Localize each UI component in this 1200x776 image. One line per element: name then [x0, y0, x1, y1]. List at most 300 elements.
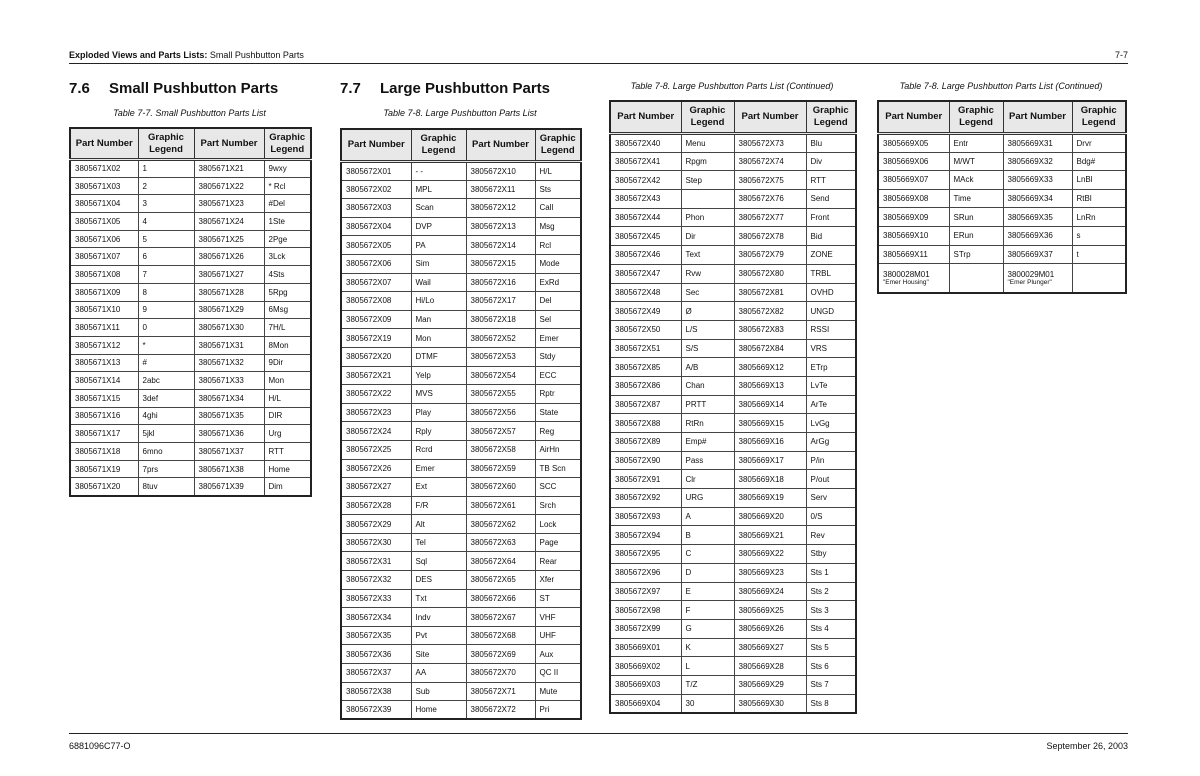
part-number-cell: 3805672X87 — [610, 395, 681, 414]
graphic-legend-cell: Serv — [806, 489, 856, 508]
part-description: "Emer Housing" — [883, 279, 929, 287]
part-number-cell: 3805672X91 — [610, 470, 681, 489]
table-row — [341, 533, 581, 552]
part-number-cell: 3805669X30 — [734, 694, 806, 713]
part-number-cell: 3805672X98 — [610, 601, 681, 620]
graphic-legend-cell: K — [681, 638, 734, 657]
graphic-legend-cell: Text — [681, 246, 734, 265]
table-row — [610, 152, 856, 171]
graphic-legend-cell: Entr — [949, 134, 1003, 153]
table-row — [878, 134, 1126, 153]
graphic-legend-cell: Call — [535, 199, 581, 218]
graphic-legend-cell: - - — [411, 162, 466, 181]
part-number-cell: 3805671X21 — [194, 160, 264, 178]
graphic-legend-cell: Sts 6 — [806, 657, 856, 676]
column-header-part-number: Part Number — [610, 101, 681, 134]
graphic-legend-cell: Dim — [264, 478, 311, 496]
part-number-cell: 3805672X02 — [341, 180, 411, 199]
part-number-cell: 3805672X31 — [341, 552, 411, 571]
table-row — [610, 470, 856, 489]
table-row — [341, 626, 581, 645]
graphic-legend-cell: Msg — [535, 217, 581, 236]
part-number-cell: 3805671X16 — [70, 407, 138, 425]
graphic-legend-cell: 9Dir — [264, 354, 311, 372]
table-row — [341, 162, 581, 181]
part-number-cell: 3805672X95 — [610, 545, 681, 564]
graphic-legend-cell: Del — [535, 292, 581, 311]
graphic-legend-cell: D — [681, 563, 734, 582]
part-number-cell: 3805672X49 — [610, 302, 681, 321]
part-number-cell: 3805672X75 — [734, 171, 806, 190]
graphic-legend-cell: P/in — [806, 451, 856, 470]
part-number-cell: 3805672X81 — [734, 283, 806, 302]
table-row — [341, 645, 581, 664]
graphic-legend-cell: Send — [806, 190, 856, 209]
graphic-legend-cell: Div — [806, 152, 856, 171]
table-row — [610, 451, 856, 470]
part-number-cell: 3805671X15 — [70, 389, 138, 407]
part-number-cell: 3805669X12 — [734, 358, 806, 377]
graphic-legend-cell: Ext — [411, 478, 466, 497]
graphic-legend-cell: Sts 8 — [806, 694, 856, 713]
part-number-cell: 3805671X29 — [194, 301, 264, 319]
part-number-cell: 3805672X09 — [341, 310, 411, 329]
graphic-legend-cell: Pri — [535, 701, 581, 720]
graphic-legend-cell: E — [681, 582, 734, 601]
part-number-cell: 3805672X46 — [610, 246, 681, 265]
table-row — [878, 152, 1126, 171]
part-number-cell: 3805669X19 — [734, 489, 806, 508]
part-number-cell: 3805672X73 — [734, 134, 806, 153]
graphic-legend-cell: ERun — [949, 226, 1003, 245]
graphic-legend-cell: Man — [411, 310, 466, 329]
graphic-legend-cell: DTMF — [411, 347, 466, 366]
graphic-legend-cell: Bid — [806, 227, 856, 246]
graphic-legend-cell: SRun — [949, 208, 1003, 227]
part-number-cell: 3805671X11 — [70, 319, 138, 337]
graphic-legend-cell: Alt — [411, 515, 466, 534]
graphic-legend-cell: Sts 4 — [806, 619, 856, 638]
table-row — [341, 403, 581, 422]
column-header-part-number: Part Number — [341, 129, 411, 162]
graphic-legend-cell: Pvt — [411, 626, 466, 645]
table-row — [341, 496, 581, 515]
graphic-legend-cell: Sql — [411, 552, 466, 571]
graphic-legend-cell: Bdg# — [1072, 152, 1126, 171]
graphic-legend-cell: 3 — [138, 195, 194, 213]
graphic-legend-cell: A — [681, 507, 734, 526]
part-number-cell: 3805672X76 — [734, 190, 806, 209]
part-number-cell: 3805671X39 — [194, 478, 264, 496]
table-row — [341, 199, 581, 218]
table-row — [341, 329, 581, 348]
table-row — [878, 264, 1126, 294]
graphic-legend-cell: S/S — [681, 339, 734, 358]
part-number-cell: 3805672X96 — [610, 563, 681, 582]
part-number-cell: 3805671X17 — [70, 425, 138, 443]
graphic-legend-cell: Yelp — [411, 366, 466, 385]
part-number-cell: 3805669X37 — [1003, 245, 1072, 264]
graphic-legend-cell: OVHD — [806, 283, 856, 302]
graphic-legend-cell: ExRd — [535, 273, 581, 292]
part-number-cell: 3805671X24 — [194, 213, 264, 231]
part-number-cell: 3805669X04 — [610, 694, 681, 713]
graphic-legend-cell: Rptr — [535, 385, 581, 404]
graphic-legend-cell: LvTe — [806, 376, 856, 395]
table-row — [341, 552, 581, 571]
part-number-cell: 3805672X38 — [341, 682, 411, 701]
graphic-legend-cell: ST — [535, 589, 581, 608]
graphic-legend-cell: MPL — [411, 180, 466, 199]
part-number-cell: 3805672X24 — [341, 422, 411, 441]
part-number-cell: 3805672X82 — [734, 302, 806, 321]
table-row — [341, 608, 581, 627]
table-row — [70, 177, 311, 195]
part-number-cell: 3805672X53 — [466, 347, 535, 366]
part-number-cell: 3805672X25 — [341, 440, 411, 459]
page-footer — [69, 741, 1128, 751]
part-number-cell: 3805671X13 — [70, 354, 138, 372]
part-number-cell: 3805672X21 — [341, 366, 411, 385]
graphic-legend-cell: 5Rpg — [264, 283, 311, 301]
part-number-cell: 3805672X90 — [610, 451, 681, 470]
part-number-cell: 3805669X34 — [1003, 189, 1072, 208]
graphic-legend-cell: G — [681, 619, 734, 638]
table-row — [610, 601, 856, 620]
table-row — [610, 283, 856, 302]
graphic-legend-cell: T/Z — [681, 675, 734, 694]
part-number-cell: 3805671X26 — [194, 248, 264, 266]
part-number-cell: 3805669X08 — [878, 189, 949, 208]
part-number-cell: 3805671X07 — [70, 248, 138, 266]
part-number-cell: 3805669X29 — [734, 675, 806, 694]
graphic-legend-cell: Page — [535, 533, 581, 552]
graphic-legend-cell: Mode — [535, 254, 581, 273]
graphic-legend-cell — [1072, 264, 1126, 294]
graphic-legend-cell: B — [681, 526, 734, 545]
column-header-part-number: Part Number — [70, 128, 138, 160]
part-number-cell: 3805672X37 — [341, 664, 411, 683]
graphic-legend-cell: Play — [411, 403, 466, 422]
graphic-legend-cell: 2abc — [138, 372, 194, 390]
graphic-legend-cell: Sts 7 — [806, 675, 856, 694]
footer-rule — [69, 733, 1128, 734]
graphic-legend-cell: 0/S — [806, 507, 856, 526]
section-heading-7-6 — [69, 80, 278, 97]
graphic-legend-cell: QC II — [535, 664, 581, 683]
graphic-legend-cell: Ø — [681, 302, 734, 321]
part-number-cell: 3805669X21 — [734, 526, 806, 545]
table-row — [610, 414, 856, 433]
table-row — [341, 254, 581, 273]
graphic-legend-cell: 6Msg — [264, 301, 311, 319]
part-number-cell: 3805672X94 — [610, 526, 681, 545]
page-number: 7-7 — [1114, 50, 1128, 60]
table-row — [610, 675, 856, 694]
part-number-cell: 3805669X02 — [610, 657, 681, 676]
table-row — [610, 171, 856, 190]
table-row — [70, 283, 311, 301]
part-number-cell: 3805672X79 — [734, 246, 806, 265]
graphic-legend-cell: 6mno — [138, 443, 194, 461]
graphic-legend-cell: F — [681, 601, 734, 620]
part-number-cell: 3805672X54 — [466, 366, 535, 385]
graphic-legend-cell: Home — [411, 701, 466, 720]
graphic-legend-cell: LnBl — [1072, 171, 1126, 190]
table-row — [341, 180, 581, 199]
part-number-cell: 3805672X22 — [341, 385, 411, 404]
graphic-legend-cell: MVS — [411, 385, 466, 404]
graphic-legend-cell: Sts 5 — [806, 638, 856, 657]
part-number-cell: 3805672X12 — [466, 199, 535, 218]
document-number: 6881096C77-O — [69, 741, 131, 751]
part-number-cell: 3805672X51 — [610, 339, 681, 358]
graphic-legend-cell: 8tuv — [138, 478, 194, 496]
part-number-cell: 3805672X69 — [466, 645, 535, 664]
graphic-legend-cell: UNGD — [806, 302, 856, 321]
graphic-legend-cell: 6 — [138, 248, 194, 266]
part-number-cell: 3805672X28 — [341, 496, 411, 515]
graphic-legend-cell: P/out — [806, 470, 856, 489]
graphic-legend-cell: Chan — [681, 376, 734, 395]
graphic-legend-cell: Sel — [535, 310, 581, 329]
part-number-cell: 3805671X02 — [70, 160, 138, 178]
graphic-legend-cell: LvGg — [806, 414, 856, 433]
table-row — [70, 425, 311, 443]
column-header-graphic-legend: Graphic Legend — [806, 101, 856, 134]
part-number-cell: 3805669X35 — [1003, 208, 1072, 227]
graphic-legend-cell: 1 — [138, 160, 194, 178]
part-number-cell: 3805669X18 — [734, 470, 806, 489]
table-row — [70, 407, 311, 425]
part-number-cell: 3805671X19 — [70, 460, 138, 478]
table-row — [70, 213, 311, 231]
graphic-legend-cell: Rvw — [681, 264, 734, 283]
page-header — [69, 50, 1128, 60]
part-number-cell: 3805672X77 — [734, 208, 806, 227]
table-row — [610, 208, 856, 227]
table-row — [610, 657, 856, 676]
section-title: Small Pushbutton Parts — [109, 80, 279, 97]
graphic-legend-cell: 9 — [138, 301, 194, 319]
table-row — [70, 319, 311, 337]
part-number-cell: 3805672X99 — [610, 619, 681, 638]
part-number-cell: 3805669X15 — [734, 414, 806, 433]
part-number-cell: 3805672X39 — [341, 701, 411, 720]
part-number-cell: 3805671X38 — [194, 460, 264, 478]
part-number-cell: 3805671X04 — [70, 195, 138, 213]
part-number-cell: 3805672X86 — [610, 376, 681, 395]
part-number-cell: 3805672X62 — [466, 515, 535, 534]
graphic-legend-cell: Emer — [411, 459, 466, 478]
part-number-cell: 3805669X17 — [734, 451, 806, 470]
table-row — [341, 273, 581, 292]
graphic-legend-cell: Sts 1 — [806, 563, 856, 582]
graphic-legend-cell: Pass — [681, 451, 734, 470]
part-number-cell: 3805672X52 — [466, 329, 535, 348]
table-row — [70, 443, 311, 461]
part-number-cell: 3805672X32 — [341, 571, 411, 590]
part-number-cell: 3805669X32 — [1003, 152, 1072, 171]
graphic-legend-cell: 4ghi — [138, 407, 194, 425]
part-number-cell: 3805672X41 — [610, 152, 681, 171]
graphic-legend-cell: Reg — [535, 422, 581, 441]
graphic-legend-cell: Lock — [535, 515, 581, 534]
graphic-legend-cell: ZONE — [806, 246, 856, 265]
graphic-legend-cell: DVP — [411, 217, 466, 236]
part-number-cell: 3805672X55 — [466, 385, 535, 404]
table-row — [610, 358, 856, 377]
table-row — [610, 694, 856, 713]
part-number-cell: 3805672X50 — [610, 320, 681, 339]
table-row — [610, 134, 856, 153]
part-number-cell: 3805669X33 — [1003, 171, 1072, 190]
graphic-legend-cell: Scan — [411, 199, 466, 218]
graphic-legend-cell: SCC — [535, 478, 581, 497]
table-caption: Table 7-8. Large Pushbutton Parts List — [383, 108, 537, 118]
part-number-cell: 3805672X59 — [466, 459, 535, 478]
table-caption: Table 7-8. Large Pushbutton Parts List (Continued) — [630, 81, 834, 91]
graphic-legend-cell: M/WT — [949, 152, 1003, 171]
graphic-legend-cell: # — [138, 354, 194, 372]
graphic-legend-cell: Home — [264, 460, 311, 478]
part-number-cell: 3805669X31 — [1003, 134, 1072, 153]
part-number-cell: 3805672X65 — [466, 571, 535, 590]
graphic-legend-cell: Mute — [535, 682, 581, 701]
graphic-legend-cell: AirHn — [535, 440, 581, 459]
table-row — [70, 195, 311, 213]
graphic-legend-cell: RtBl — [1072, 189, 1126, 208]
table-row — [341, 440, 581, 459]
table-row — [341, 664, 581, 683]
graphic-legend-cell: DES — [411, 571, 466, 590]
graphic-legend-cell: Emp# — [681, 433, 734, 452]
graphic-legend-cell: Dir — [681, 227, 734, 246]
graphic-legend-cell: RTT — [806, 171, 856, 190]
part-number-cell: 3805671X08 — [70, 266, 138, 284]
header-rule — [69, 63, 1128, 64]
graphic-legend-cell: PA — [411, 236, 466, 255]
graphic-legend-cell: VHF — [535, 608, 581, 627]
table-row — [610, 246, 856, 265]
part-number-cell: 3805672X80 — [734, 264, 806, 283]
part-number-cell: 3805671X22 — [194, 177, 264, 195]
table-caption: Table 7-7. Small Pushbutton Parts List — [113, 108, 266, 118]
graphic-legend-cell: 30 — [681, 694, 734, 713]
part-number-cell: 3805672X70 — [466, 664, 535, 683]
graphic-legend-cell: 8Mon — [264, 336, 311, 354]
graphic-legend-cell: 3def — [138, 389, 194, 407]
graphic-legend-cell: Rev — [806, 526, 856, 545]
table-row — [878, 189, 1126, 208]
graphic-legend-cell: 7H/L — [264, 319, 311, 337]
part-number-cell: 3805672X58 — [466, 440, 535, 459]
part-number-cell: 3805669X28 — [734, 657, 806, 676]
table-row — [70, 460, 311, 478]
part-number-cell: 3805669X22 — [734, 545, 806, 564]
part-number-cell: 3805669X27 — [734, 638, 806, 657]
part-number-cell: 3805669X14 — [734, 395, 806, 414]
table-row — [610, 433, 856, 452]
graphic-legend-cell: DIR — [264, 407, 311, 425]
part-number-cell: 3805671X18 — [70, 443, 138, 461]
column-header-graphic-legend: Graphic Legend — [138, 128, 194, 160]
graphic-legend-cell: ArGg — [806, 433, 856, 452]
graphic-legend-cell: MAck — [949, 171, 1003, 190]
table-row — [341, 571, 581, 590]
table-row — [610, 227, 856, 246]
part-number-cell: 3805671X14 — [70, 372, 138, 390]
part-number-cell: 3805671X32 — [194, 354, 264, 372]
section-title: Large Pushbutton Parts — [380, 80, 551, 97]
part-number-cell: 3805669X11 — [878, 245, 949, 264]
graphic-legend-cell: A/B — [681, 358, 734, 377]
table-row — [341, 682, 581, 701]
part-number-cell: 3805671X37 — [194, 443, 264, 461]
graphic-legend-cell: Clr — [681, 470, 734, 489]
graphic-legend-cell: Sts — [535, 180, 581, 199]
graphic-legend-cell: 4Sts — [264, 266, 311, 284]
graphic-legend-cell: 4 — [138, 213, 194, 231]
section-heading-7-7 — [340, 80, 550, 97]
part-number-cell: 3805672X16 — [466, 273, 535, 292]
graphic-legend-cell: 5jkl — [138, 425, 194, 443]
table-row — [70, 301, 311, 319]
part-number-cell: 3805672X64 — [466, 552, 535, 571]
part-description: "Emer Plunger" — [1007, 279, 1052, 287]
table-row — [341, 217, 581, 236]
table-row — [610, 638, 856, 657]
graphic-legend-cell: * — [138, 336, 194, 354]
graphic-legend-cell: RtRn — [681, 414, 734, 433]
part-number-cell: 3805669X03 — [610, 675, 681, 694]
graphic-legend-cell: 0 — [138, 319, 194, 337]
part-number-cell: 3805672X67 — [466, 608, 535, 627]
part-number-cell: 3805671X12 — [70, 336, 138, 354]
part-number-cell: 3805672X03 — [341, 199, 411, 218]
table-row — [70, 266, 311, 284]
part-number-cell: 3805672X43 — [610, 190, 681, 209]
part-number-cell: 3805672X74 — [734, 152, 806, 171]
graphic-legend-cell: AA — [411, 664, 466, 683]
table-row — [70, 230, 311, 248]
table-row — [610, 339, 856, 358]
graphic-legend-cell: H/L — [264, 389, 311, 407]
large-pushbutton-parts-table-continued — [609, 100, 857, 714]
graphic-legend-cell: 9wxy — [264, 160, 311, 178]
part-number-cell: 3805672X83 — [734, 320, 806, 339]
graphic-legend-cell: Menu — [681, 134, 734, 153]
graphic-legend-cell: C — [681, 545, 734, 564]
table-header-row — [70, 128, 311, 160]
part-number-cell: 3805671X23 — [194, 195, 264, 213]
part-number-cell: 3805671X03 — [70, 177, 138, 195]
graphic-legend-cell: LnRn — [1072, 208, 1126, 227]
column-header-part-number: Part Number — [466, 129, 535, 162]
table-row — [878, 208, 1126, 227]
graphic-legend-cell: RTT — [264, 443, 311, 461]
table-row — [341, 478, 581, 497]
part-number-cell: 3805672X48 — [610, 283, 681, 302]
table-header-row — [610, 101, 856, 134]
graphic-legend-cell: #Del — [264, 195, 311, 213]
graphic-legend-cell: * Rcl — [264, 177, 311, 195]
table-header-row — [878, 101, 1126, 134]
table-row — [878, 226, 1126, 245]
part-number-cell: 3805669X16 — [734, 433, 806, 452]
part-number-cell: 3805672X10 — [466, 162, 535, 181]
graphic-legend-cell: Time — [949, 189, 1003, 208]
